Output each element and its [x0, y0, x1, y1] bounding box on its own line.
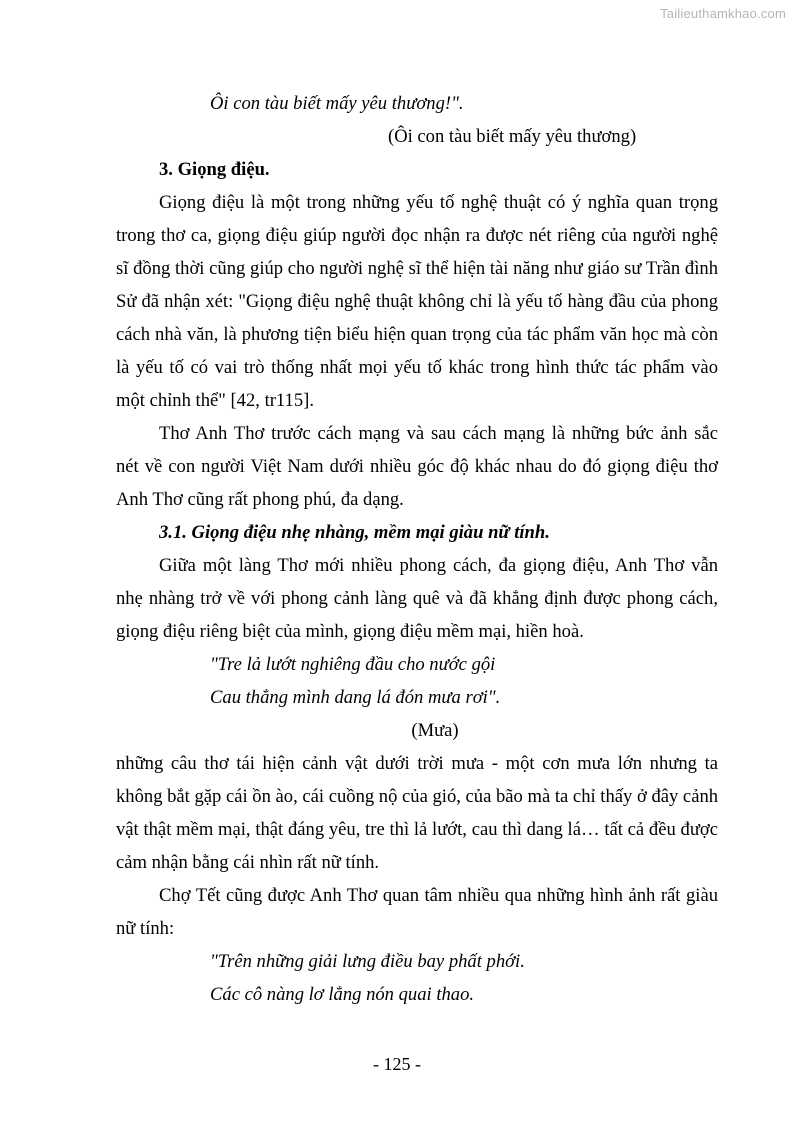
paragraph-line: không bắt gặp cái ồn ào, cái cuồng nộ của gió, của bão mà ta chỉ thấy ở đây cảnh [116, 786, 719, 807]
paragraph-line: là yếu tố có vai trò thống nhất mọi yếu tố khác trong hình thức tác phẩm vào [116, 357, 718, 378]
document-body [116, 87, 718, 1011]
paragraph-line: một chỉnh thể" [42, tr115]. [116, 390, 314, 411]
paragraph-line: sĩ đồng thời cũng giúp cho người nghệ sĩ thể hiện tài năng như giáo sư Trần đình [116, 258, 718, 279]
paragraph-line: nét về con người Việt Nam dưới nhiều góc độ khác nhau do đó giọng điệu thơ [116, 456, 718, 477]
verse-line: "Trên những giải lưng điều bay phất phới. [210, 951, 525, 972]
page-number: - 125 - [373, 1054, 421, 1074]
verse-line: "Tre lả lướt nghiêng đầu cho nước gội [210, 654, 496, 675]
paragraph-line: Anh Thơ cũng rất phong phú, đa dạng. [116, 489, 404, 510]
paragraph-line: cảm nhận bằng cái nhìn rất nữ tính. [116, 852, 380, 873]
paragraph-line: giọng điệu riêng biệt của mình, giọng điệu mềm mại, hiền hoà. [116, 621, 584, 642]
paragraph-line: những câu thơ tái hiện cảnh vật dưới trời mưa - một cơn mưa lớn nhưng ta [116, 753, 718, 774]
paragraph-line: Thơ Anh Thơ trước cách mạng và sau cách mạng là những bức ảnh sắc [159, 423, 718, 444]
paragraph-line: vật thật mềm mại, thật đáng yêu, tre thì lả lướt, cau thì dang lá… tất cả đều được [116, 819, 718, 840]
paragraph-line: trong thơ ca, giọng điệu giúp người đọc nhận ra được nét riêng của người nghệ [116, 225, 718, 246]
subsection-heading: 3.1. Giọng điệu nhẹ nhàng, mềm mại giàu nữ tính. [159, 522, 550, 543]
paragraph-line: cách nhà văn, là phương tiện biểu hiện quan trọng của tác phẩm văn học mà còn [116, 324, 718, 345]
paragraph-line: Giữa một làng Thơ mới nhiều phong cách, đa giọng điệu, Anh Thơ vẫn [159, 555, 718, 576]
section-heading: 3. Giọng điệu. [159, 159, 270, 180]
paragraph-line: nữ tính: [116, 918, 175, 939]
verse-line: Các cô nàng lơ lẳng nón quai thao. [210, 984, 475, 1005]
watermark: Tailieuthamkhao.com [660, 6, 786, 21]
paragraph-line: Giọng điệu là một trong những yếu tố nghệ thuật có ý nghĩa quan trọng [159, 192, 718, 213]
paragraph-line: Sử đã nhận xét: "Giọng điệu nghệ thuật không chỉ là yếu tố hàng đầu của phong [116, 291, 718, 312]
verse-line: Cau thẳng mình dang lá đón mưa rơi". [210, 687, 501, 708]
paragraph-line: Chợ Tết cũng được Anh Thơ quan tâm nhiều qua những hình ảnh rất giàu [159, 885, 718, 906]
poem-source: (Mưa) [411, 720, 459, 741]
verse-line: Ôi con tàu biết mấy yêu thương!". [210, 93, 464, 114]
paragraph-line: nhẹ nhàng trở về với phong cảnh làng quê và đã khẳng định được phong cách, [116, 588, 718, 609]
poem-source: (Ôi con tàu biết mấy yêu thương) [388, 126, 637, 147]
